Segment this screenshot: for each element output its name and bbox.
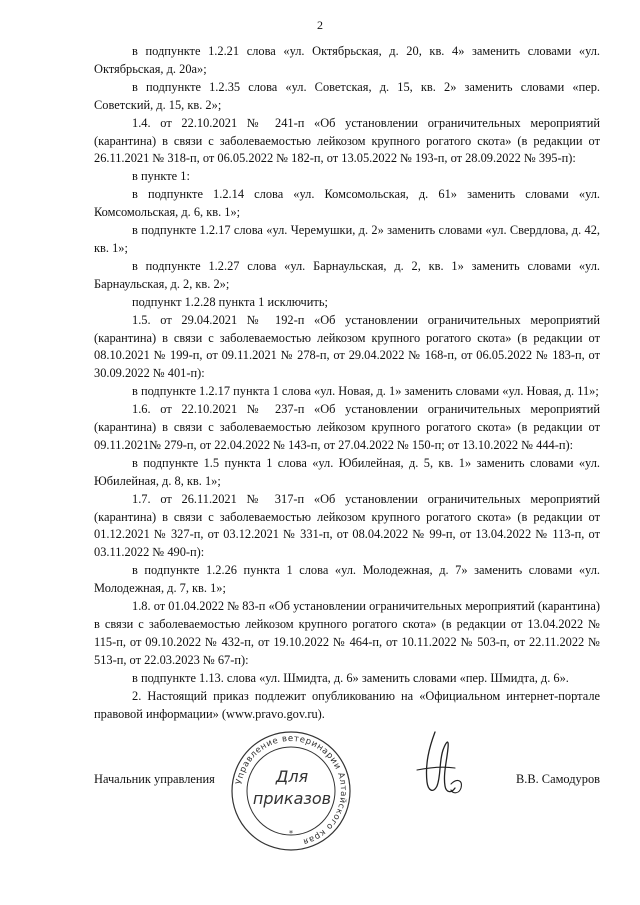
document-body bbox=[94, 43, 600, 723]
stamp-line-2: приказов bbox=[252, 789, 332, 808]
paragraph: 1.6. от 22.10.2021 № 237-п «Об установлении ограничительных мероприятий (карантина) в связи с заболеваемостью лейкозом крупного рогатого скота» (в редакции от 09.11.2021№ 279-п, от 22.04.2022 № 143-п, от 27.04.2022 № 150-п; от 13.10.2022 № 444-п): bbox=[94, 402, 600, 452]
paragraph: 2. Настоящий приказ подлежит опубликованию на «Официальном интернет-портале правовой информации» (www.pravo.gov.ru). bbox=[94, 688, 600, 721]
paragraph: 1.8. от 01.04.2022 № 83-п «Об установлении ограничительных мероприятий (карантина) в связи с заболеваемостью лейкозом крупного рогатого скота» (в редакции от 13.04.2022 № 115-п, от 09.10.2022 № 432-п, от 19.10.2022 № 464-п, от 10.11.2022 № 503-п, от 22.11.2022 № 513-п, от 22.03.2023 № 67-п): bbox=[94, 599, 600, 667]
stamp-line-1: Для bbox=[275, 767, 309, 786]
paragraph: в подпункте 1.2.27 слова «ул. Барнаульская, д. 2, кв. 1» заменить словами «ул. Барнаульская, д. 2, кв. 2»; bbox=[94, 258, 600, 291]
paragraph: в подпункте 1.2.17 пункта 1 слова «ул. Новая, д. 1» заменить словами «ул. Новая, д. 11»; bbox=[132, 384, 599, 399]
paragraph: 1.7. от 26.11.2021 № 317-п «Об установлении ограничительных мероприятий (карантина) в связи с заболеваемостью лейкозом крупного рогатого скота» (в редакции от 01.12.2021 № 327-п, от 03.12.2021 № 331-п, от 08.04.2022 № 99-п, от 13.04.2022 № 113-п, от 03.11.2022 № 490-п): bbox=[94, 491, 600, 560]
paragraph: в подпункте 1.2.21 слова «ул. Октябрьская, д. 20, кв. 4» заменить словами «ул. Октябрьская, д. 20а»; bbox=[94, 44, 600, 76]
signatory-name: В.В. Самодуров bbox=[515, 772, 600, 786]
paragraph: в подпункте 1.2.14 слова «ул. Комсомольская, д. 61» заменить словами «ул. Комсомольская, д. 6, кв. 1»; bbox=[94, 187, 600, 220]
paragraph: 1.5. от 29.04.2021 № 192-п «Об установлении ограничительных мероприятий (карантина) в связи с заболеваемостью лейкозом крупного рогатого скота» (в редакции от 08.10.2021 № 199-п, от 09.11.2021 № 278-п, от 29.04.2022 № 168-п, от 06.05.2022 № 183-п, от 30.09.2022 № 401-п): bbox=[94, 312, 600, 381]
handwritten-signature-icon bbox=[405, 728, 475, 800]
stamp-ring-text: Управление ветеринарии Алтайского края bbox=[234, 733, 349, 847]
paragraph: в подпункте 1.13. слова «ул. Шмидта, д. 6» заменить словами «пер. Шмидта, д. 6». bbox=[132, 670, 569, 685]
paragraph: в подпункте 1.2.17 слова «ул. Черемушки, д. 2» заменить словами «ул. Свердлова, д. 42, кв. 1»; bbox=[94, 223, 600, 255]
stamp-star-icon: * bbox=[289, 829, 293, 838]
paragraph: в подпункте 1.5 пункта 1 слова «ул. Юбилейная, д. 5, кв. 1» заменить словами «ул. Юбилейная, д. 8, кв. 1»; bbox=[94, 455, 600, 488]
paragraph: в пункте 1: bbox=[132, 169, 190, 184]
page-number: 2 bbox=[317, 18, 323, 32]
paragraph: в подпункте 1.2.26 пункта 1 слова «ул. Молодежная, д. 7» заменить словами «ул. Молодежная, д. 7, кв. 1»; bbox=[94, 563, 600, 596]
paragraph: подпункт 1.2.28 пункта 1 исключить; bbox=[132, 294, 328, 309]
signatory-position: Начальник управления bbox=[94, 772, 215, 786]
paragraph: в подпункте 1.2.35 слова «ул. Советская, д. 15, кв. 2» заменить словами «пер. Советский, д. 15, кв. 2»; bbox=[94, 79, 600, 112]
paragraph: 1.4. от 22.10.2021 № 241-п «Об установлении ограничительных мероприятий (карантина) в связи с заболеваемостью лейкозом крупного рогатого скота» (в редакции от 26.11.2021 № 318-п, от 06.05.2022 № 182-п, от 13.05.2022 № 193-п, от 28.09.2022 № 395-п): bbox=[94, 115, 600, 166]
official-stamp bbox=[226, 730, 356, 852]
